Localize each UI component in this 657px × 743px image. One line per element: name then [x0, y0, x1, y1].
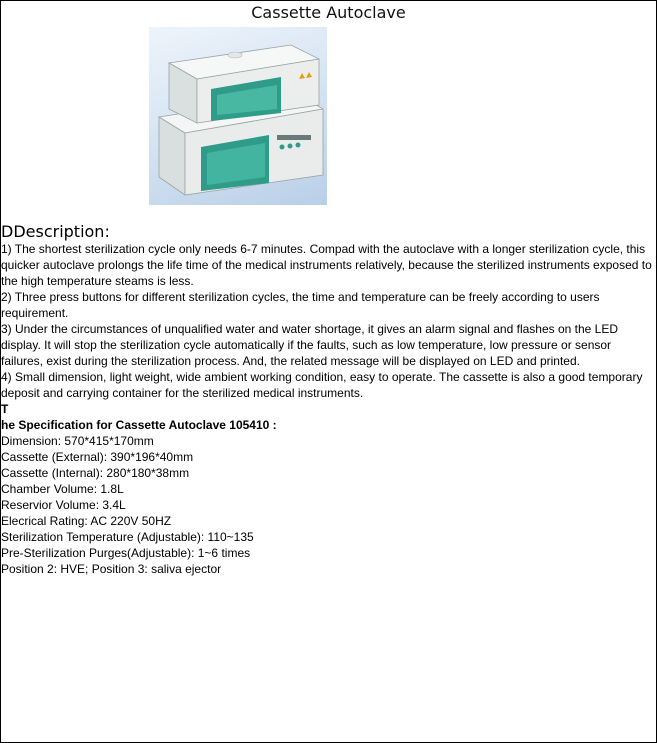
spec-positions: Position 2: HVE; Position 3: saliva ejector: [1, 562, 222, 576]
description-heading: DDescription:: [1, 222, 110, 241]
spec-electrical-rating: Elecrical Rating: AC 220V 50HZ: [1, 514, 172, 528]
spec-reservoir-volume: Reservior Volume: 3.4L: [1, 498, 126, 512]
description-item-3: 3) Under the circumstances of unqualified water and water shortage, it gives an alarm signal and flashes on the LED display. It will stop the sterilization cycle automatically if the faults, such as low temperature, low pressure or sensor failures, exist during the sterilization process. And, the related message will be displayed on LED and printed.: [1, 322, 619, 368]
spec-list: [1, 433, 652, 577]
spec-chamber-volume: Chamber Volume: 1.8L: [1, 482, 124, 496]
spec-sterilization-temperature: Sterilization Temperature (Adjustable): 110~135: [1, 530, 254, 544]
description-item-2: 2) Three press buttons for different sterilization cycles, the time and temperature can be freely according to users requirement.: [1, 290, 600, 320]
spec-heading: he Specification for Cassette Autoclave 105410 :: [1, 418, 277, 432]
autoclave-illustration: [149, 27, 327, 205]
content: [1, 241, 652, 577]
spec-cassette-external: Cassette (External): 390*196*40mm: [1, 450, 194, 464]
lower-button-1: [280, 145, 285, 150]
page-title: Cassette Autoclave: [251, 3, 406, 22]
lower-button-2: [288, 144, 293, 149]
product-image: [149, 27, 327, 205]
spec-cassette-internal: Cassette (Internal): 280*180*38mm: [1, 466, 190, 480]
top-cap: [228, 52, 242, 58]
description-item-1: 1) The shortest sterilization cycle only needs 6-7 minutes. Compad with the autoclave with a longer sterilization cycle, this quicker autoclave prolongs the life time of the medical instruments relatively, because the sterilized instruments exposed to the high temperature steams is less.: [1, 242, 652, 288]
spec-pre-sterilization-purges: Pre-Sterilization Purges(Adjustable): 1~6 times: [1, 546, 251, 560]
spec-letter: T: [1, 402, 9, 416]
lower-button-3: [296, 143, 301, 148]
description-item-4: 4) Small dimension, light weight, wide ambient working condition, easy to operate. The cassette is also a good temporary deposit and carrying container for the sterilized medical instruments.: [1, 370, 643, 400]
lower-display-strip: [277, 135, 311, 140]
spec-dimension: Dimension: 570*415*170mm: [1, 434, 154, 448]
